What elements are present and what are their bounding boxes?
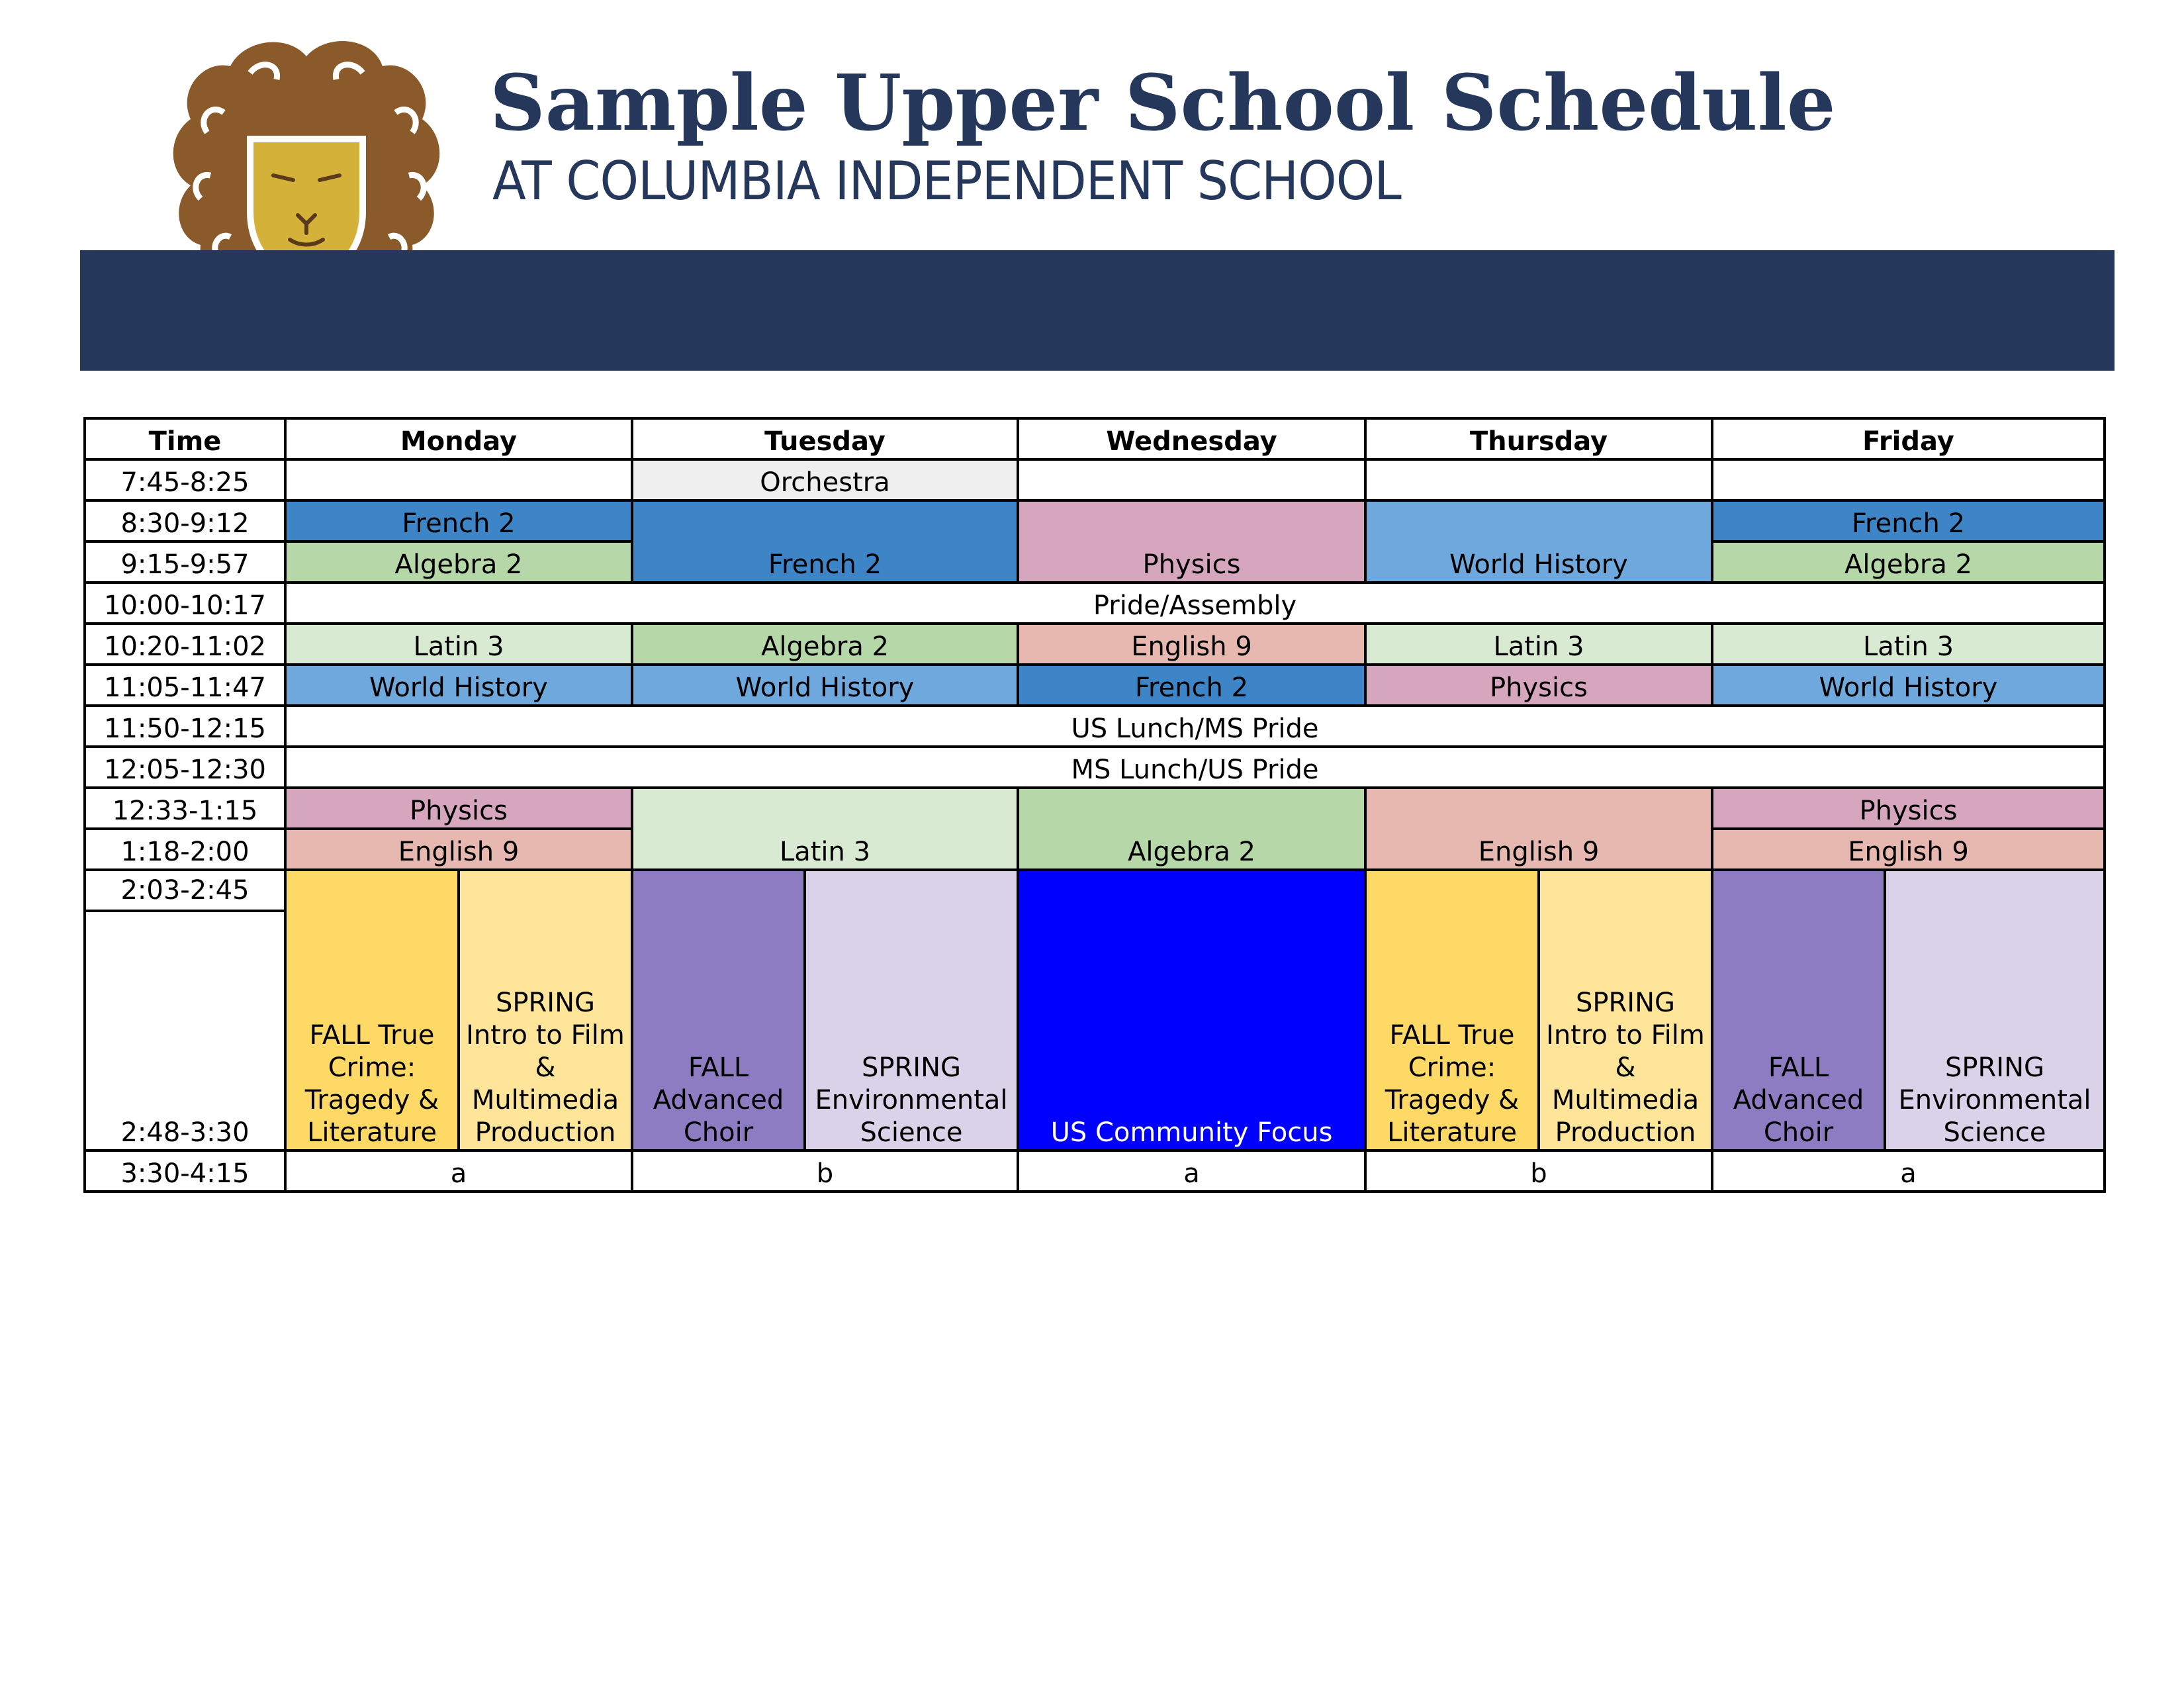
table-row (85, 747, 2105, 788)
time-cell: 9:15-9:57 (85, 541, 285, 583)
class-cell: US Community Focus (1018, 870, 1365, 1150)
class-cell: French 2 (1018, 665, 1365, 706)
class-cell: Algebra 2 (1712, 541, 2105, 583)
class-cell: FALL Advanced Choir (632, 870, 805, 1150)
header-time: Time (85, 418, 285, 459)
class-cell: Latin 3 (1712, 624, 2105, 665)
class-cell: Latin 3 (285, 624, 632, 665)
class-cell (1365, 459, 1712, 500)
class-cell: FALL Advanced Choir (1712, 870, 1885, 1150)
class-cell: English 9 (1365, 788, 1712, 870)
table-row (85, 500, 2105, 541)
class-cell (1712, 459, 2105, 500)
class-cell: SPRING Environmental Science (1885, 870, 2105, 1150)
time-cell: 8:30-9:12 (85, 500, 285, 541)
time-cell: 12:05-12:30 (85, 747, 285, 788)
header-monday: Monday (285, 418, 632, 459)
time-cell: 10:00-10:17 (85, 583, 285, 624)
class-cell: English 9 (285, 829, 632, 870)
table-row (85, 788, 2105, 829)
class-cell: English 9 (1018, 624, 1365, 665)
class-cell: French 2 (285, 500, 632, 541)
time-cell: 10:20-11:02 (85, 624, 285, 665)
table-row (85, 1150, 2105, 1192)
table-row (85, 870, 2105, 1150)
table-row (85, 583, 2105, 624)
class-cell: Physics (1712, 788, 2105, 829)
class-cell: a (1018, 1150, 1365, 1192)
header-banner (80, 250, 2115, 371)
table-row (85, 459, 2105, 500)
table-row (85, 706, 2105, 747)
class-cell: Physics (1018, 500, 1365, 583)
class-cell: French 2 (632, 500, 1018, 583)
class-cell: US Lunch/MS Pride (285, 706, 2105, 747)
class-cell: Orchestra (632, 459, 1018, 500)
class-cell: World History (1712, 665, 2105, 706)
header-friday: Friday (1712, 418, 2105, 459)
time-cell: 7:45-8:25 (85, 459, 285, 500)
class-cell: a (1712, 1150, 2105, 1192)
class-cell: French 2 (1712, 500, 2105, 541)
class-cell: Latin 3 (632, 788, 1018, 870)
class-cell: Algebra 2 (1018, 788, 1365, 870)
header-thursday: Thursday (1365, 418, 1712, 459)
class-cell: Pride/Assembly (285, 583, 2105, 624)
class-cell: a (285, 1150, 632, 1192)
header-row (85, 418, 2105, 459)
class-cell: Latin 3 (1365, 624, 1712, 665)
page-title: Sample Upper School Schedule (490, 58, 1836, 148)
schedule-table (83, 417, 2106, 1193)
class-cell: World History (1365, 500, 1712, 583)
class-cell: English 9 (1712, 829, 2105, 870)
table-row (85, 665, 2105, 706)
time-cell: 1:18-2:00 (85, 829, 285, 870)
class-cell: Algebra 2 (285, 541, 632, 583)
class-cell: Physics (285, 788, 632, 829)
time-cell: 11:05-11:47 (85, 665, 285, 706)
header-tuesday: Tuesday (632, 418, 1018, 459)
class-cell: b (1365, 1150, 1712, 1192)
class-cell: SPRING Environmental Science (805, 870, 1018, 1150)
class-cell (285, 459, 632, 500)
class-cell: SPRING Intro to Film & Multimedia Production (1539, 870, 1712, 1150)
time-cell: 12:33-1:15 (85, 788, 285, 829)
page-subtitle: AT COLUMBIA INDEPENDENT SCHOOL (492, 150, 1401, 212)
class-cell: Algebra 2 (632, 624, 1018, 665)
header-wednesday: Wednesday (1018, 418, 1365, 459)
class-cell: MS Lunch/US Pride (285, 747, 2105, 788)
class-cell (1018, 459, 1365, 500)
table-row (85, 624, 2105, 665)
class-cell: FALL True Crime: Tragedy & Literature (285, 870, 459, 1150)
class-cell: FALL True Crime: Tragedy & Literature (1365, 870, 1539, 1150)
class-cell: b (632, 1150, 1018, 1192)
time-cell (85, 870, 285, 1150)
time-label-top: 2:03-2:45 (86, 871, 284, 912)
time-label-bottom: 2:48-3:30 (120, 1117, 250, 1148)
time-cell: 3:30-4:15 (85, 1150, 285, 1192)
class-cell: SPRING Intro to Film & Multimedia Production (459, 870, 632, 1150)
time-cell: 11:50-12:15 (85, 706, 285, 747)
class-cell: World History (285, 665, 632, 706)
class-cell: World History (632, 665, 1018, 706)
class-cell: Physics (1365, 665, 1712, 706)
